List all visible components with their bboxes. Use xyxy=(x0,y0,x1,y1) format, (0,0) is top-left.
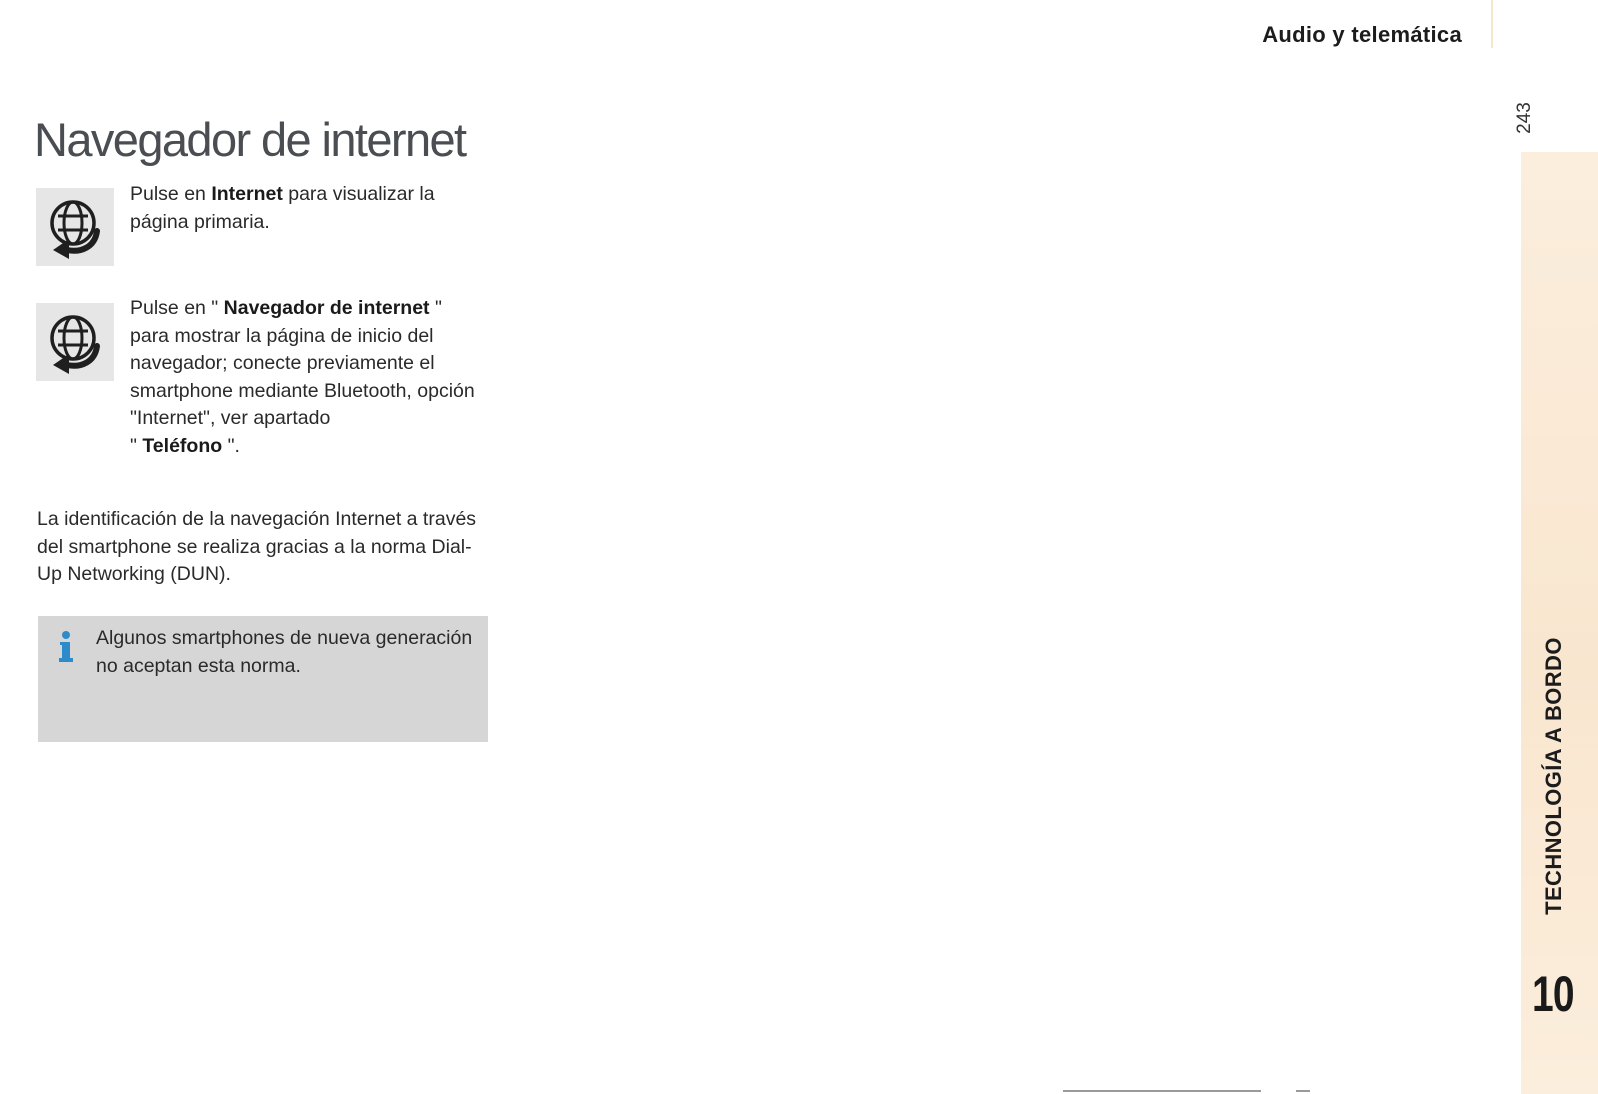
page-number: 243 xyxy=(1514,102,1535,134)
footer-rule xyxy=(1063,1090,1261,1092)
step-1-bold: Internet xyxy=(211,183,283,205)
info-icon xyxy=(58,630,74,664)
header-divider xyxy=(1491,0,1493,48)
step-2-text-before: Pulse en " xyxy=(130,297,224,319)
footer-rule-short xyxy=(1296,1090,1310,1092)
dun-paragraph: La identificación de la navegación Internet a través del smartphone se realiza gracias a la norma Dial-Up Networking (DUN). xyxy=(37,508,477,585)
internet-globe-icon xyxy=(36,303,114,381)
chapter-label: TECHNOLOGÍA A BORDO xyxy=(1541,637,1566,915)
internet-globe-icon xyxy=(36,188,114,266)
step-2-bold: Navegador de internet xyxy=(223,297,430,319)
section-header: Audio y telemática xyxy=(1262,22,1462,47)
step-2-bold2: Teléfono xyxy=(142,434,223,457)
info-box xyxy=(38,616,488,742)
info-text: Algunos smartphones de nueva generación no aceptan esta norma. xyxy=(96,627,473,677)
page-title: Navegador de internet xyxy=(34,113,466,166)
step-1-text xyxy=(130,181,490,236)
step-2-line2-before: " xyxy=(130,434,143,457)
chapter-label-container xyxy=(1537,620,1571,932)
step-1-text-after: para visualizar la página primaria. xyxy=(130,183,435,233)
step-2-text xyxy=(130,295,480,460)
page-number-container xyxy=(1510,95,1540,141)
chapter-number: 10 xyxy=(1532,966,1574,1022)
step-1-text-before: Pulse en xyxy=(130,183,212,205)
step-2-line2-after: ". xyxy=(222,434,240,457)
step-2-text-after: " para mostrar la página de inicio del navegador; conecte previamente el smartphone mediante Bluetooth, opción "Internet", ver apartado xyxy=(130,297,475,429)
